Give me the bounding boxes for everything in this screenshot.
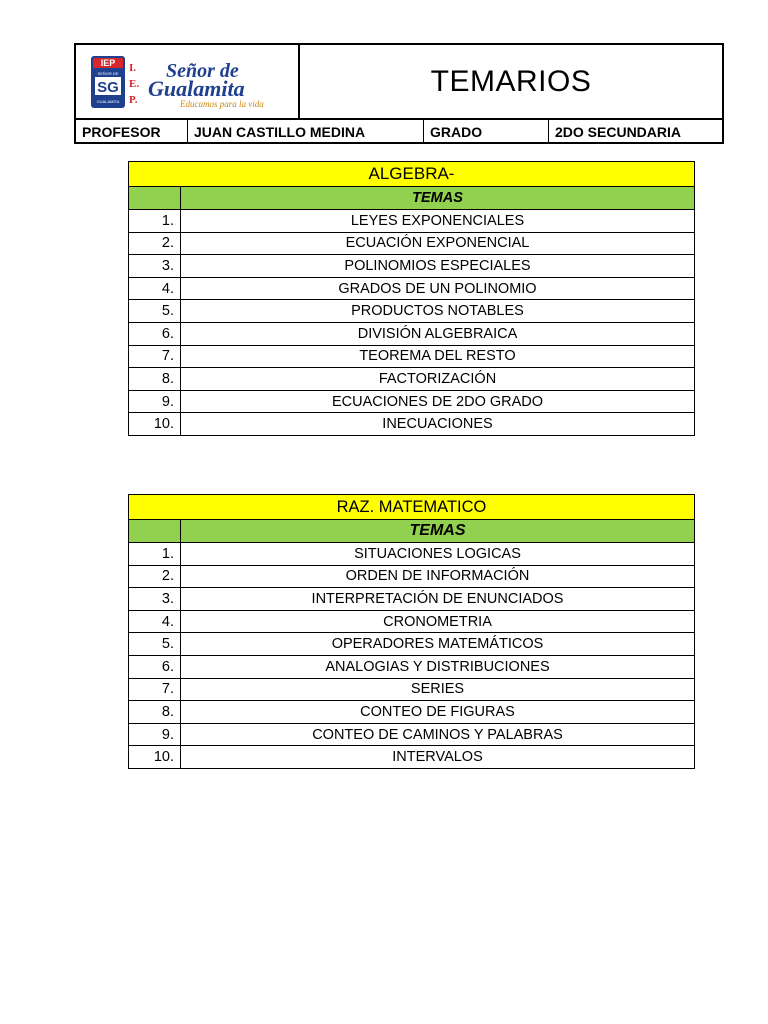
temas-label: TEMAS [181,187,695,210]
topic-number: 1. [129,210,181,233]
table-row [129,746,695,769]
table-row [129,633,695,656]
topic-number: 6. [129,655,181,678]
logo-name-line2: Gualamita [148,76,245,101]
topic-name: SERIES [181,678,695,701]
subject-title: ALGEBRA- [129,162,695,187]
topic-name: ECUACIÓN EXPONENCIAL [181,232,695,255]
topic-number: 3. [129,588,181,611]
topic-name: CRONOMETRIA [181,610,695,633]
topic-name: TEOREMA DEL RESTO [181,345,695,368]
topic-name: INECUACIONES [181,413,695,436]
topic-name: FACTORIZACIÓN [181,368,695,391]
logo-tagline: Educamos para la vida [180,99,264,109]
logo-cell [76,45,300,118]
table-row [129,322,695,345]
grade-label: GRADO [424,120,549,144]
topic-name: DIVISIÓN ALGEBRAICA [181,322,695,345]
topic-number: 6. [129,322,181,345]
logo-letter-i: I. [129,62,137,74]
table-row [129,277,695,300]
temas-label: TEMAS [181,520,695,543]
topic-number: 4. [129,610,181,633]
topic-number: 9. [129,390,181,413]
logo-badge-small-bottom: GUALAMITA [96,99,120,104]
temas-header-row [129,520,695,543]
logo-badge-small-top: SEÑOR DE [97,71,119,76]
topic-name: ECUACIONES DE 2DO GRADO [181,390,695,413]
info-row [76,120,722,144]
logo-letter-e: E. [129,78,140,90]
logo-name-line1: Señor de [166,60,239,82]
topic-number: 10. [129,413,181,436]
topic-name: CONTEO DE FIGURAS [181,701,695,724]
page-title: TEMARIOS [430,64,592,98]
table-row [129,255,695,278]
algebra-topics-table [128,161,695,436]
table-row [129,390,695,413]
table-row [129,565,695,588]
topic-number: 5. [129,633,181,656]
table-row [129,232,695,255]
header-top-row [76,45,722,120]
document-header [74,43,724,144]
topic-name: SITUACIONES LOGICAS [181,543,695,566]
table-row [129,610,695,633]
table-row [129,678,695,701]
subject-row [129,495,695,520]
topic-name: GRADOS DE UN POLINOMIO [181,277,695,300]
topic-number: 7. [129,678,181,701]
logo-letter-p: P. [129,94,138,106]
temas-header-row [129,187,695,210]
topic-name: INTERPRETACIÓN DE ENUNCIADOS [181,588,695,611]
table-row [129,210,695,233]
table-row [129,543,695,566]
logo-badge-letters: SG [97,79,119,96]
topic-number: 3. [129,255,181,278]
table-row [129,368,695,391]
topic-name: ORDEN DE INFORMACIÓN [181,565,695,588]
topic-name: POLINOMIOS ESPECIALES [181,255,695,278]
subject-title: RAZ. MATEMATICO [129,495,695,520]
topic-number: 1. [129,543,181,566]
topic-number: 10. [129,746,181,769]
professor-label: PROFESOR [76,120,188,144]
table-row [129,345,695,368]
subject-row [129,162,695,187]
table-row [129,723,695,746]
temas-blank-cell [129,520,181,543]
table-row [129,655,695,678]
table-row [129,413,695,436]
topic-number: 2. [129,565,181,588]
school-logo [90,55,290,110]
topic-number: 7. [129,345,181,368]
topic-number: 8. [129,701,181,724]
topic-number: 5. [129,300,181,323]
topic-name: PRODUCTOS NOTABLES [181,300,695,323]
topic-name: CONTEO DE CAMINOS Y PALABRAS [181,723,695,746]
table-row [129,300,695,323]
table-row [129,701,695,724]
grade-value: 2DO SECUNDARIA [555,124,682,140]
topic-number: 4. [129,277,181,300]
topic-name: LEYES EXPONENCIALES [181,210,695,233]
topic-name: OPERADORES MATEMÁTICOS [181,633,695,656]
topic-name: ANALOGIAS Y DISTRIBUCIONES [181,655,695,678]
title-cell [300,45,722,118]
table-row [129,588,695,611]
temas-blank-cell [129,187,181,210]
raz-matematico-topics-table [128,494,695,769]
topic-number: 8. [129,368,181,391]
topic-number: 9. [129,723,181,746]
professor-name: JUAN CASTILLO MEDINA [188,120,424,144]
logo-badge-top: IEP [100,58,116,68]
topic-name: INTERVALOS [181,746,695,769]
topic-number: 2. [129,232,181,255]
